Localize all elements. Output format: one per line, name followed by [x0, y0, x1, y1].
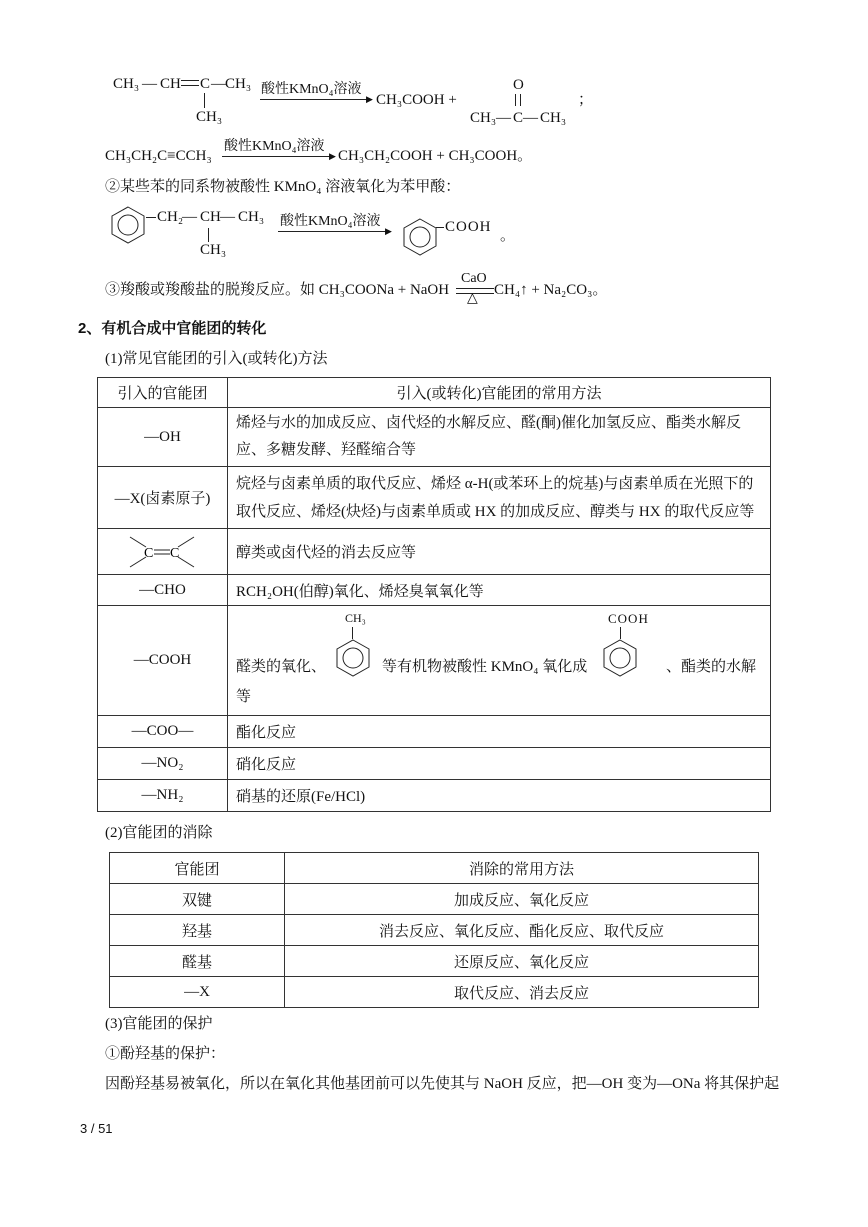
table-row — [110, 915, 759, 946]
r1-ch3-right: CH₃ — [225, 76, 252, 92]
method-a: 醛类的氧化、 — [236, 658, 327, 675]
r2-reactant: CH₃CH₂C≡CCH₃ — [105, 148, 212, 164]
table-header-row — [98, 378, 771, 408]
arrow-2 — [222, 156, 335, 157]
th-group: 官能团 — [110, 853, 285, 884]
cell-method: 还原反应、氧化反应 — [285, 946, 759, 977]
benzene-ring-icon — [400, 216, 440, 256]
r2-products: CH₃CH₂COOH + CH₃COOH。 — [338, 148, 533, 164]
cell-method-cooh — [228, 606, 771, 716]
r3-ch2: CH₂ — [157, 209, 184, 225]
r1-dash2: — — [211, 76, 226, 92]
cell-group: —NH₂ — [98, 780, 228, 812]
semicolon: ； — [578, 92, 594, 108]
acetone-o: O — [513, 77, 524, 93]
r4-cond-top: CaO — [461, 271, 487, 286]
acetone-ch3-right: CH₃ — [540, 110, 567, 126]
acetone-co-bond — [515, 94, 521, 106]
r1-dash1: — — [142, 76, 157, 92]
r1-c: C — [200, 76, 211, 92]
table-row — [98, 780, 771, 812]
table-functional-group-elimination — [109, 852, 759, 1008]
toluene-ch3: CH₃ — [345, 610, 366, 625]
benzene-ring-icon — [108, 204, 148, 244]
table-row — [110, 946, 759, 977]
r1-vertical-bond — [204, 93, 205, 108]
reagent-label-3: 酸性KMnO₄溶液 — [280, 214, 381, 229]
table-row — [110, 977, 759, 1008]
table-header-row — [110, 853, 759, 884]
table-row — [98, 529, 771, 575]
cell-group: —COO— — [98, 716, 228, 748]
cell-group: —OH — [98, 408, 228, 467]
page-number: 3 / 51 — [80, 1121, 113, 1136]
acetone-dash1: — — [496, 110, 511, 126]
method-c: 、酯类的水解 — [666, 658, 757, 675]
toluene-ring-icon — [333, 637, 373, 677]
table-functional-group-introduction — [97, 377, 771, 812]
cell-group: —COOH — [98, 606, 228, 716]
cell-group: —X(卤素原子) — [98, 467, 228, 529]
sub-heading-1: (1)常见官能团的引入(或转化)方法 — [105, 351, 328, 367]
method-b: 等有机物被酸性 KMnO₄ 氧化成 — [382, 658, 588, 675]
r1-ch3-bottom: CH₃ — [196, 109, 223, 125]
cell-method: 酯化反应 — [228, 716, 771, 748]
cell-group: —NO₂ — [98, 748, 228, 780]
cell-method: 硝化反应 — [228, 748, 771, 780]
arrow-3 — [278, 231, 391, 232]
reagent-label-1: 酸性KMnO₄溶液 — [261, 82, 362, 97]
r3-end: 。 — [500, 228, 516, 244]
cell-group: —CHO — [98, 575, 228, 606]
cell-group: 醛基 — [110, 946, 285, 977]
arrow-head-icon: ▶ — [385, 226, 392, 236]
cell-method: 取代反应、消去反应 — [285, 977, 759, 1008]
method-d: 等 — [236, 688, 252, 705]
cell-method: 醇类或卤代烃的消去反应等 — [228, 529, 771, 575]
cell-group: —X — [110, 977, 285, 1008]
table-row — [98, 467, 771, 529]
table-row — [98, 716, 771, 748]
sub-heading-2: (2)官能团的消除 — [105, 825, 213, 841]
sub-heading-3: (3)官能团的保护 — [105, 1016, 213, 1032]
sub-heading-3-1: ①酚羟基的保护： — [105, 1046, 226, 1062]
r1-product: CH₃COOH + — [376, 92, 457, 108]
table-row — [110, 884, 759, 915]
cell-method: RCH₂OH(伯醇)氧化、烯烃臭氧氧化等 — [228, 575, 771, 606]
r3-dash2: — — [220, 209, 235, 225]
r4-prefix: ③羧酸或羧酸盐的脱羧反应。如 CH₃COONa + NaOH — [105, 282, 450, 298]
th-group: 引入的官能团 — [98, 378, 228, 408]
r3-ch3-bottom: CH₃ — [200, 242, 227, 258]
reagent-label-2: 酸性KMnO₄溶液 — [224, 139, 325, 154]
table-row — [98, 606, 771, 716]
cell-method: 烯烃与水的加成反应、卤代烃的水解反应、醛(酮)催化加氢反应、酯类水解反应、多糖发酵、羟醛缩合等 — [228, 408, 771, 467]
arrow-head-icon: ▶ — [366, 94, 373, 104]
r3-ch3-right: CH₃ — [238, 209, 265, 225]
r4-suffix: CH₄↑ + Na₂CO₃。 — [494, 282, 608, 298]
table-row — [98, 748, 771, 780]
table-row — [98, 575, 771, 606]
svg-text:C: C — [143, 545, 153, 561]
acetone-dash2: — — [523, 110, 538, 126]
th-method: 消除的常用方法 — [285, 853, 759, 884]
r1-ch: CH — [160, 76, 181, 92]
cell-group-alkene — [98, 529, 228, 575]
alkene-structure-icon — [128, 533, 198, 571]
benzoic-cooh: COOH — [608, 610, 649, 626]
benzoic-ring-icon — [600, 637, 640, 677]
r3-cooh: COOH — [445, 219, 492, 235]
cell-method: 硝基的还原(Fe/HCl) — [228, 780, 771, 812]
bond — [146, 217, 156, 218]
double-bond — [181, 80, 199, 86]
table-row — [98, 408, 771, 467]
arrow-1 — [260, 99, 372, 100]
r3-ch: CH — [200, 209, 221, 225]
section-title: 2、有机合成中官能团的转化 — [78, 320, 267, 337]
cell-group: 羟基 — [110, 915, 285, 946]
r4-cond-bottom: △ — [467, 291, 478, 306]
cell-method: 烷烃与卤素单质的取代反应、烯烃 α-H(或苯环上的烷基)与卤素单质在光照下的取代反应、烯烃(炔烃)与卤素单质或 HX 的加成反应、醇类与 HX 的取代反应等 — [228, 467, 771, 529]
paragraph: 因酚羟基易被氧化，所以在氧化其他基团前可以先使其与 NaOH 反应，把—OH 变为—ONa 将其保护起 — [105, 1076, 780, 1092]
r3-dash1: — — [182, 209, 197, 225]
acetone-ch3-left: CH₃ — [470, 110, 497, 126]
cell-group: 双键 — [110, 884, 285, 915]
th-method: 引入(或转化)官能团的常用方法 — [228, 378, 771, 408]
svg-text:C: C — [169, 545, 179, 561]
r1-ch3-left: CH₃ — [113, 76, 140, 92]
cell-method: 加成反应、氧化反应 — [285, 884, 759, 915]
cell-method: 消去反应、氧化反应、酯化反应、取代反应 — [285, 915, 759, 946]
arrow-head-icon: ▶ — [329, 151, 336, 161]
r3-intro: ②某些苯的同系物被酸性 KMnO₄ 溶液氧化为苯甲酸： — [105, 179, 461, 195]
bond — [436, 227, 444, 228]
acetone-c: C — [513, 110, 524, 126]
